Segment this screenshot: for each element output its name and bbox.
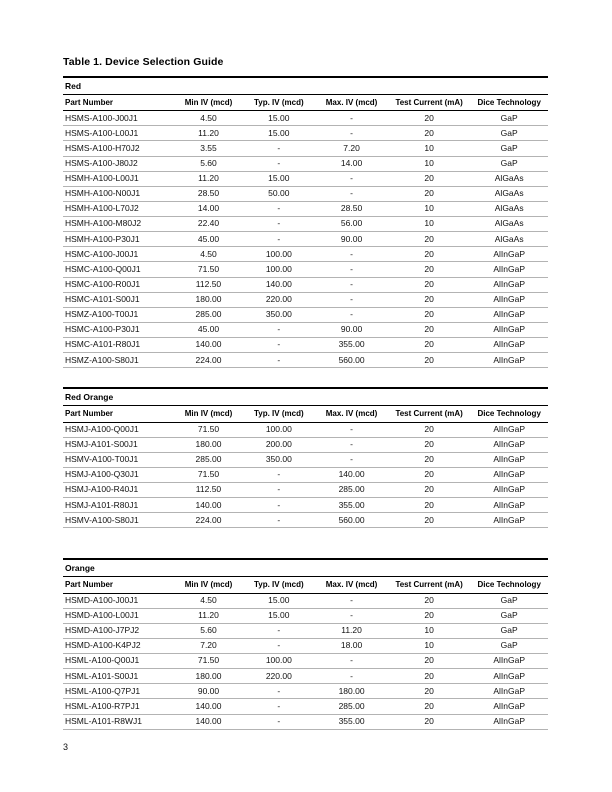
table-cell: AlGaAs <box>470 232 548 247</box>
table-cell: 180.00 <box>315 684 388 699</box>
table-cell: AlInGaP <box>470 483 548 498</box>
table-cell: - <box>315 171 388 186</box>
part-number-cell: HSMJ-A101-R80J1 <box>63 498 175 513</box>
table-cell: 71.50 <box>175 422 243 437</box>
table-cell: - <box>242 684 315 699</box>
table-row <box>63 422 548 437</box>
table-cell: 200.00 <box>242 437 315 452</box>
table-cell: 10 <box>388 156 470 171</box>
part-number-cell: HSML-A101-S00J1 <box>63 669 175 684</box>
table-row <box>63 353 548 368</box>
table-cell: 560.00 <box>315 353 388 368</box>
table-cell: 355.00 <box>315 498 388 513</box>
table-cell: - <box>315 247 388 262</box>
table-row <box>63 126 548 141</box>
table-cell: - <box>242 638 315 653</box>
table-cell: 20 <box>388 684 470 699</box>
table-row <box>63 654 548 669</box>
table-cell: AlInGaP <box>470 467 548 482</box>
column-header: Dice Technology <box>470 406 548 422</box>
table-cell: 20 <box>388 669 470 684</box>
table-row <box>63 513 548 528</box>
table-cell: AlInGaP <box>470 322 548 337</box>
table-cell: 90.00 <box>175 684 243 699</box>
part-number-cell: HSMD-A100-J00J1 <box>63 593 175 608</box>
table-row <box>63 171 548 186</box>
column-header-row <box>63 95 548 111</box>
table-row <box>63 593 548 608</box>
part-number-cell: HSMD-A100-L00J1 <box>63 608 175 623</box>
table-cell: 71.50 <box>175 262 243 277</box>
table-cell: - <box>315 437 388 452</box>
table-row <box>63 669 548 684</box>
table-cell: 224.00 <box>175 353 243 368</box>
table-cell: 100.00 <box>242 247 315 262</box>
table-cell: - <box>315 669 388 684</box>
tables-container <box>63 76 548 730</box>
table-row <box>63 141 548 156</box>
table-cell: AlInGaP <box>470 714 548 729</box>
part-number-cell: HSMD-A100-J7PJ2 <box>63 623 175 638</box>
table-cell: 71.50 <box>175 467 243 482</box>
table-cell: 10 <box>388 201 470 216</box>
table-cell: 140.00 <box>315 467 388 482</box>
column-header: Max. IV (mcd) <box>315 406 388 422</box>
table-cell: 220.00 <box>242 292 315 307</box>
table-cell: - <box>315 262 388 277</box>
column-header: Part Number <box>63 95 175 111</box>
column-header: Typ. IV (mcd) <box>242 95 315 111</box>
table-cell: AlGaAs <box>470 171 548 186</box>
table-cell: 100.00 <box>242 262 315 277</box>
column-header: Test Current (mA) <box>388 577 470 593</box>
table-cell: - <box>315 277 388 292</box>
table-cell: 90.00 <box>315 232 388 247</box>
table-cell: 11.20 <box>175 608 243 623</box>
part-number-cell: HSMS-A100-J80J2 <box>63 156 175 171</box>
table-cell: - <box>315 111 388 126</box>
table-cell: 20 <box>388 322 470 337</box>
table-cell: 50.00 <box>242 186 315 201</box>
part-number-cell: HSML-A100-Q7PJ1 <box>63 684 175 699</box>
table-cell: 10 <box>388 217 470 232</box>
table-cell: 20 <box>388 452 470 467</box>
page-number: 3 <box>63 742 69 752</box>
column-header: Typ. IV (mcd) <box>242 406 315 422</box>
part-number-cell: HSMH-A100-L00J1 <box>63 171 175 186</box>
table-cell: 220.00 <box>242 669 315 684</box>
table-cell: 20 <box>388 714 470 729</box>
table-cell: AlInGaP <box>470 684 548 699</box>
table-row <box>63 623 548 638</box>
table-cell: AlInGaP <box>470 277 548 292</box>
column-header: Test Current (mA) <box>388 95 470 111</box>
table-cell: 20 <box>388 513 470 528</box>
column-header: Test Current (mA) <box>388 406 470 422</box>
table-row <box>63 699 548 714</box>
table-cell: 15.00 <box>242 171 315 186</box>
table-cell: 112.50 <box>175 277 243 292</box>
table-row <box>63 338 548 353</box>
table-cell: 20 <box>388 186 470 201</box>
column-header: Max. IV (mcd) <box>315 95 388 111</box>
table-row <box>63 232 548 247</box>
table-cell: - <box>242 699 315 714</box>
part-number-cell: HSMJ-A100-Q00J1 <box>63 422 175 437</box>
table-title: Table 1. Device Selection Guide <box>63 56 224 68</box>
table-cell: GaP <box>470 593 548 608</box>
part-number-cell: HSMJ-A100-R40J1 <box>63 483 175 498</box>
table-row <box>63 483 548 498</box>
table-cell: 28.50 <box>315 201 388 216</box>
table-cell: 180.00 <box>175 292 243 307</box>
table-cell: 20 <box>388 171 470 186</box>
table-cell: 180.00 <box>175 669 243 684</box>
part-number-cell: HSML-A100-R7PJ1 <box>63 699 175 714</box>
table-cell: GaP <box>470 638 548 653</box>
table-cell: 285.00 <box>175 307 243 322</box>
device-table-orange <box>63 558 548 729</box>
part-number-cell: HSMC-A100-Q00J1 <box>63 262 175 277</box>
column-header: Max. IV (mcd) <box>315 577 388 593</box>
table-cell: 3.55 <box>175 141 243 156</box>
table-cell: - <box>242 483 315 498</box>
table-row <box>63 452 548 467</box>
part-number-cell: HSMH-A100-M80J2 <box>63 217 175 232</box>
table-cell: - <box>242 232 315 247</box>
table-cell: 285.00 <box>315 483 388 498</box>
column-header: Part Number <box>63 577 175 593</box>
part-number-cell: HSMH-A100-L70J2 <box>63 201 175 216</box>
table-row <box>63 608 548 623</box>
table-row <box>63 437 548 452</box>
table-cell: AlInGaP <box>470 247 548 262</box>
part-number-cell: HSML-A101-R8WJ1 <box>63 714 175 729</box>
table-cell: 7.20 <box>175 638 243 653</box>
table-cell: - <box>315 126 388 141</box>
table-cell: 355.00 <box>315 714 388 729</box>
table-cell: AlInGaP <box>470 422 548 437</box>
part-number-cell: HSMC-A100-P30J1 <box>63 322 175 337</box>
part-number-cell: HSMC-A100-R00J1 <box>63 277 175 292</box>
table-cell: 20 <box>388 338 470 353</box>
part-number-cell: HSMJ-A100-Q30J1 <box>63 467 175 482</box>
table-row <box>63 201 548 216</box>
table-cell: 4.50 <box>175 593 243 608</box>
table-cell: 14.00 <box>175 201 243 216</box>
column-header: Typ. IV (mcd) <box>242 577 315 593</box>
table-cell: 20 <box>388 608 470 623</box>
table-cell: 20 <box>388 307 470 322</box>
table-cell: 560.00 <box>315 513 388 528</box>
device-table-red <box>63 76 548 368</box>
table-row <box>63 156 548 171</box>
part-number-cell: HSMS-A100-L00J1 <box>63 126 175 141</box>
table-row <box>63 307 548 322</box>
table-cell: 20 <box>388 437 470 452</box>
table-cell: 112.50 <box>175 483 243 498</box>
table-row <box>63 322 548 337</box>
table-cell: - <box>315 307 388 322</box>
part-number-cell: HSMD-A100-K4PJ2 <box>63 638 175 653</box>
table-cell: AlInGaP <box>470 437 548 452</box>
table-cell: 11.20 <box>175 126 243 141</box>
table-row <box>63 292 548 307</box>
part-number-cell: HSMJ-A101-S00J1 <box>63 437 175 452</box>
table-cell: AlInGaP <box>470 307 548 322</box>
table-cell: AlInGaP <box>470 262 548 277</box>
table-cell: 100.00 <box>242 422 315 437</box>
table-cell: 45.00 <box>175 232 243 247</box>
table-cell: 20 <box>388 498 470 513</box>
table-cell: AlInGaP <box>470 338 548 353</box>
table-cell: 20 <box>388 593 470 608</box>
table-row <box>63 247 548 262</box>
table-cell: 90.00 <box>315 322 388 337</box>
table-cell: GaP <box>470 608 548 623</box>
table-cell: 20 <box>388 262 470 277</box>
table-cell: - <box>242 467 315 482</box>
table-cell: - <box>315 593 388 608</box>
column-header: Dice Technology <box>470 577 548 593</box>
table-cell: 15.00 <box>242 126 315 141</box>
table-cell: 350.00 <box>242 307 315 322</box>
table-cell: 224.00 <box>175 513 243 528</box>
table-cell: - <box>242 498 315 513</box>
table-cell: GaP <box>470 111 548 126</box>
table-cell: 56.00 <box>315 217 388 232</box>
table-cell: 140.00 <box>175 699 243 714</box>
table-cell: - <box>315 292 388 307</box>
table-cell: 28.50 <box>175 186 243 201</box>
table-cell: 350.00 <box>242 452 315 467</box>
table-cell: GaP <box>470 126 548 141</box>
table-row <box>63 277 548 292</box>
table-cell: - <box>242 141 315 156</box>
table-cell: GaP <box>470 623 548 638</box>
table-cell: 100.00 <box>242 654 315 669</box>
table-cell: - <box>242 353 315 368</box>
table-cell: 140.00 <box>175 498 243 513</box>
table-cell: 10 <box>388 141 470 156</box>
table-cell: - <box>315 608 388 623</box>
section-row <box>63 559 548 577</box>
column-header: Min IV (mcd) <box>175 95 243 111</box>
table-cell: AlInGaP <box>470 353 548 368</box>
part-number-cell: HSMZ-A100-T00J1 <box>63 307 175 322</box>
table-row <box>63 714 548 729</box>
table-cell: - <box>315 422 388 437</box>
table-row <box>63 498 548 513</box>
table-cell: 4.50 <box>175 247 243 262</box>
section-label: Red Orange <box>63 388 548 406</box>
table-cell: 71.50 <box>175 654 243 669</box>
table-cell: - <box>315 186 388 201</box>
table-cell: AlInGaP <box>470 498 548 513</box>
table-cell: 180.00 <box>175 437 243 452</box>
table-cell: 20 <box>388 699 470 714</box>
table-cell: GaP <box>470 141 548 156</box>
table-cell: GaP <box>470 156 548 171</box>
table-cell: 20 <box>388 247 470 262</box>
column-header-row <box>63 406 548 422</box>
table-cell: - <box>315 452 388 467</box>
table-cell: 20 <box>388 467 470 482</box>
table-cell: AlInGaP <box>470 654 548 669</box>
table-cell: 20 <box>388 353 470 368</box>
part-number-cell: HSMS-A100-J00J1 <box>63 111 175 126</box>
table-cell: 20 <box>388 292 470 307</box>
table-cell: 285.00 <box>315 699 388 714</box>
table-cell: AlInGaP <box>470 513 548 528</box>
part-number-cell: HSMZ-A100-S80J1 <box>63 353 175 368</box>
part-number-cell: HSMV-A100-T00J1 <box>63 452 175 467</box>
table-cell: 20 <box>388 654 470 669</box>
table-cell: 18.00 <box>315 638 388 653</box>
column-header: Min IV (mcd) <box>175 406 243 422</box>
table-row <box>63 684 548 699</box>
table-cell: - <box>242 322 315 337</box>
table-cell: 20 <box>388 277 470 292</box>
table-cell: 20 <box>388 422 470 437</box>
part-number-cell: HSMC-A100-J00J1 <box>63 247 175 262</box>
table-row <box>63 467 548 482</box>
table-cell: 7.20 <box>315 141 388 156</box>
part-number-cell: HSMC-A101-S00J1 <box>63 292 175 307</box>
table-cell: 15.00 <box>242 608 315 623</box>
table-cell: AlGaAs <box>470 201 548 216</box>
table-cell: 20 <box>388 126 470 141</box>
table-cell: 15.00 <box>242 111 315 126</box>
table-cell: - <box>242 201 315 216</box>
table-cell: 14.00 <box>315 156 388 171</box>
table-cell: AlInGaP <box>470 292 548 307</box>
section-row <box>63 77 548 95</box>
column-header: Part Number <box>63 406 175 422</box>
table-cell: 140.00 <box>175 338 243 353</box>
section-label: Orange <box>63 559 548 577</box>
table-cell: AlInGaP <box>470 452 548 467</box>
table-cell: 15.00 <box>242 593 315 608</box>
table-cell: - <box>242 156 315 171</box>
table-row <box>63 217 548 232</box>
device-table-red-orange <box>63 387 548 528</box>
table-cell: AlInGaP <box>470 669 548 684</box>
table-cell: 20 <box>388 111 470 126</box>
table-cell: - <box>242 513 315 528</box>
table-cell: AlInGaP <box>470 699 548 714</box>
table-cell: 45.00 <box>175 322 243 337</box>
part-number-cell: HSMH-A100-N00J1 <box>63 186 175 201</box>
table-cell: 10 <box>388 623 470 638</box>
table-row <box>63 262 548 277</box>
part-number-cell: HSMH-A100-P30J1 <box>63 232 175 247</box>
table-cell: AlGaAs <box>470 186 548 201</box>
table-cell: 355.00 <box>315 338 388 353</box>
table-cell: AlGaAs <box>470 217 548 232</box>
section-label: Red <box>63 77 548 95</box>
table-cell: 5.60 <box>175 156 243 171</box>
table-row <box>63 638 548 653</box>
column-header: Min IV (mcd) <box>175 577 243 593</box>
table-cell: 10 <box>388 638 470 653</box>
part-number-cell: HSMC-A101-R80J1 <box>63 338 175 353</box>
table-cell: 5.60 <box>175 623 243 638</box>
table-cell: - <box>242 714 315 729</box>
table-cell: 20 <box>388 483 470 498</box>
table-cell: 11.20 <box>315 623 388 638</box>
table-cell: - <box>242 623 315 638</box>
table-cell: 285.00 <box>175 452 243 467</box>
table-cell: 4.50 <box>175 111 243 126</box>
part-number-cell: HSMS-A100-H70J2 <box>63 141 175 156</box>
table-cell: - <box>315 654 388 669</box>
table-cell: 22.40 <box>175 217 243 232</box>
part-number-cell: HSML-A100-Q00J1 <box>63 654 175 669</box>
table-cell: - <box>242 338 315 353</box>
table-cell: 20 <box>388 232 470 247</box>
table-cell: - <box>242 217 315 232</box>
table-cell: 140.00 <box>242 277 315 292</box>
table-row <box>63 186 548 201</box>
table-row <box>63 111 548 126</box>
part-number-cell: HSMV-A100-S80J1 <box>63 513 175 528</box>
table-cell: 140.00 <box>175 714 243 729</box>
section-row <box>63 388 548 406</box>
table-cell: 11.20 <box>175 171 243 186</box>
column-header: Dice Technology <box>470 95 548 111</box>
column-header-row <box>63 577 548 593</box>
